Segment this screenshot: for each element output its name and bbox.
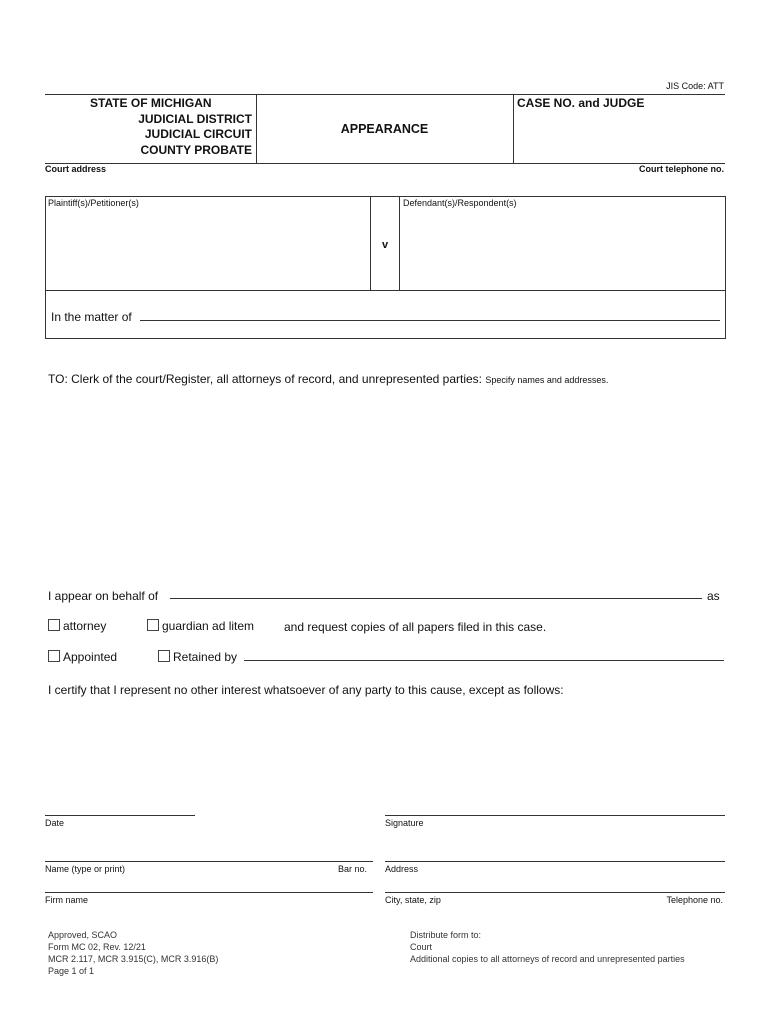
court-line-district: JUDICIAL DISTRICT [138, 111, 252, 126]
certify-statement: I certify that I represent no other interest whatsoever of any party to this cause, except as follows: [48, 683, 564, 697]
court-line-probate: COUNTY PROBATE [140, 142, 252, 157]
attorney-checkbox[interactable] [48, 619, 60, 631]
guardian-option[interactable] [147, 619, 254, 633]
appointed-checkbox[interactable] [48, 650, 60, 662]
state-name: STATE OF MICHIGAN [90, 96, 212, 110]
form-title: APPEARANCE [340, 122, 429, 136]
firm-field-line[interactable] [45, 892, 373, 893]
court-address-label: Court address [45, 164, 107, 174]
matter-field-line[interactable] [140, 320, 720, 321]
footer-distribute: Distribute form to: [410, 930, 482, 940]
retained-field-line[interactable] [244, 660, 724, 661]
footer-form-number: Form MC 02, Rev. 12/21 [48, 942, 146, 952]
retained-option[interactable] [158, 650, 237, 664]
guardian-label: guardian ad litem [162, 619, 255, 633]
case-no-field[interactable] [515, 112, 723, 160]
name-field-line[interactable] [45, 861, 373, 862]
recipients-field[interactable] [48, 392, 724, 572]
attorney-option[interactable] [48, 619, 106, 633]
exceptions-field[interactable] [48, 702, 724, 802]
telephone-label: Telephone no. [666, 895, 723, 905]
defendant-field[interactable] [402, 210, 722, 288]
behalf-field-line[interactable] [170, 598, 702, 599]
date-field-line[interactable] [45, 815, 195, 816]
appointed-option[interactable] [48, 650, 117, 664]
parties-divider-right [399, 196, 400, 290]
jis-code: JIS Code: ATT [666, 81, 724, 91]
header-divider-right [513, 94, 514, 164]
address-field-line[interactable] [385, 861, 725, 862]
appointed-label: Appointed [63, 650, 118, 664]
case-no-label: CASE NO. and JUDGE [517, 96, 645, 110]
footer-court: Court [410, 942, 433, 952]
footer-right [410, 929, 685, 965]
name-label: Name (type or print) [45, 864, 126, 874]
court-name-block [60, 96, 252, 158]
footer-page-number: Page 1 of 1 [48, 966, 95, 976]
retained-label: Retained by [173, 650, 238, 664]
to-text: TO: Clerk of the court/Register, all attorneys of record, and unrepresented parties: [48, 372, 482, 386]
to-statement [48, 372, 608, 386]
request-copies-text: and request copies of all papers filed in this case. [284, 620, 547, 634]
parties-matter-divider [45, 290, 725, 291]
court-telephone-label: Court telephone no. [639, 164, 724, 174]
plaintiff-label: Plaintiff(s)/Petitioner(s) [48, 198, 139, 208]
plaintiff-field[interactable] [47, 210, 368, 288]
header-bottom-border [45, 163, 725, 164]
signature-field-line[interactable] [385, 815, 725, 816]
to-note: Specify names and addresses. [485, 375, 609, 385]
address-label: Address [385, 864, 419, 874]
attorney-label: attorney [63, 619, 107, 633]
bar-no-label: Bar no. [338, 864, 368, 874]
versus-label: v [381, 239, 389, 251]
firm-label: Firm name [45, 895, 89, 905]
matter-label: In the matter of [51, 310, 132, 324]
as-label: as [707, 589, 720, 603]
footer-left [48, 929, 218, 977]
header-top-border [45, 94, 725, 95]
footer-court-rules: MCR 2.117, MCR 3.915(C), MCR 3.916(B) [48, 954, 219, 964]
retained-checkbox[interactable] [158, 650, 170, 662]
signature-label: Signature [385, 818, 424, 828]
city-label: City, state, zip [385, 895, 441, 905]
court-line-circuit: JUDICIAL CIRCUIT [144, 127, 252, 141]
date-label: Date [45, 818, 65, 828]
guardian-checkbox[interactable] [147, 619, 159, 631]
footer-additional-copies: Additional copies to all attorneys of record and unrepresented parties [410, 954, 685, 964]
footer-approved: Approved, SCAO [48, 930, 118, 940]
defendant-label: Defendant(s)/Respondent(s) [403, 198, 517, 208]
behalf-label: I appear on behalf of [48, 589, 159, 603]
city-field-line[interactable] [385, 892, 725, 893]
